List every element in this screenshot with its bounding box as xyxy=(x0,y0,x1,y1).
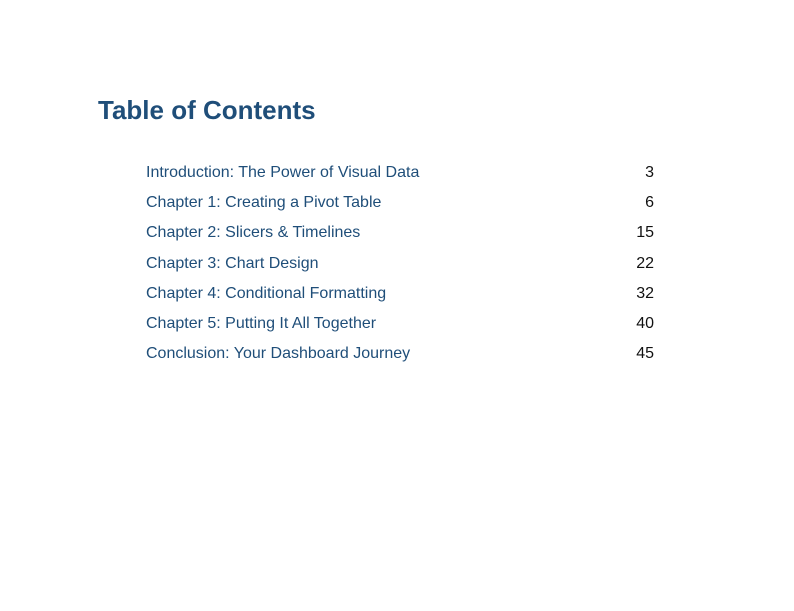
toc-entry-chapter-5[interactable] xyxy=(146,309,654,339)
toc-page-number: 32 xyxy=(636,284,654,302)
toc-entry-chapter-1[interactable] xyxy=(146,188,654,218)
toc-entry-introduction[interactable] xyxy=(146,158,654,188)
toc-entry-link[interactable]: Chapter 1: Creating a Pivot Table xyxy=(146,194,382,212)
toc-entry-chapter-4[interactable] xyxy=(146,279,654,309)
toc-page-number: 22 xyxy=(636,254,654,272)
toc-heading: Table of Contents xyxy=(98,95,316,125)
toc-entry-link[interactable]: Introduction: The Power of Visual Data xyxy=(146,164,420,181)
toc-entry-link[interactable]: Chapter 2: Slicers & Timelines xyxy=(146,224,361,242)
toc-entry-link[interactable]: Chapter 4: Conditional Formatting xyxy=(146,284,387,302)
toc-entry-conclusion[interactable] xyxy=(146,339,654,369)
toc-entry-link[interactable]: Chapter 3: Chart Design xyxy=(146,254,319,272)
toc-page-number: 3 xyxy=(645,164,654,181)
toc-list xyxy=(146,158,654,369)
toc-page-number: 6 xyxy=(645,194,654,212)
toc-entry-chapter-3[interactable] xyxy=(146,249,654,279)
toc-entry-link[interactable]: Chapter 5: Putting It All Together xyxy=(146,314,377,332)
toc-page-number: 45 xyxy=(636,345,654,363)
toc-page-number: 40 xyxy=(636,314,654,332)
toc-entry-chapter-2[interactable] xyxy=(146,218,654,248)
toc-entry-link[interactable]: Conclusion: Your Dashboard Journey xyxy=(146,345,411,363)
toc-page-number: 15 xyxy=(636,224,654,242)
